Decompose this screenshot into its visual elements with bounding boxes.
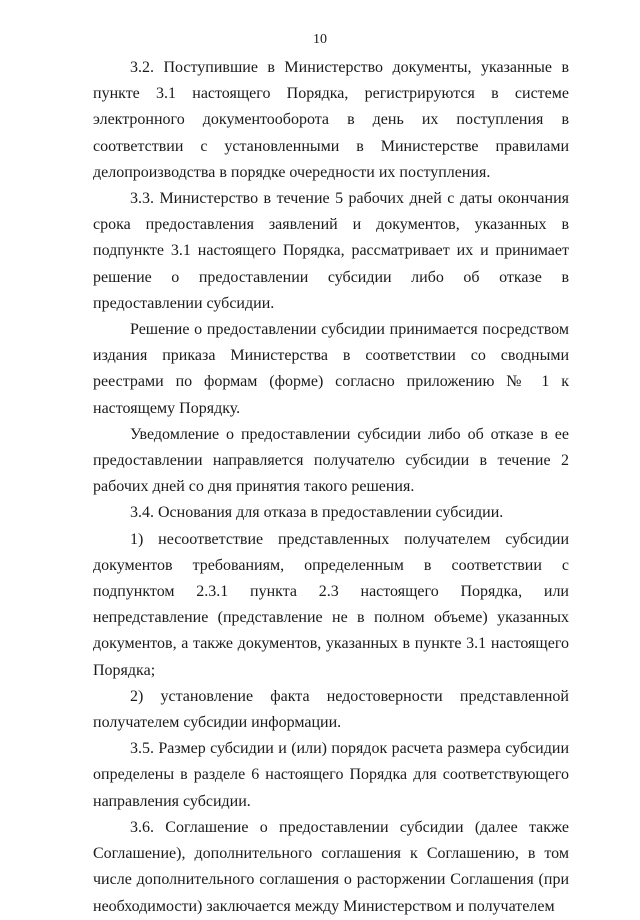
list-item-1: 1) несоответствие представленных получателем субсидии документов требованиям, определенным в соответствии с подпунктом 2.3.1 пункта 2.3 настоящего Порядка, или непредставление (представление не в полном объеме) указанных документов, а также документов, указанных в пункте 3.1 настоящего Порядка; (93, 530, 569, 679)
paragraph-3-4: 3.4. Основания для отказа в предоставлении субсидии. (130, 504, 504, 522)
paragraph-decision: Решение о предоставлении субсидии принимается посредством издания приказа Министерства в соответствии со сводными реестрами по формам (форме) согласно приложению № 1 к настоящему Порядку. (93, 321, 569, 417)
paragraph-notification: Уведомление о предоставлении субсидии либо об отказе в ее предоставлении направляется получателю субсидии в течение 2 рабочих дней со дня принятия такого решения. (93, 425, 569, 496)
paragraph-3-2: 3.2. Поступившие в Министерство документы, указанные в пункте 3.1 настоящего Порядка, регистрируются в системе электронного документооборота в день их поступления в соответствии с установленными в Министерстве правилами делопроизводства в порядке очередности их поступления. (93, 59, 569, 181)
paragraph-3-5: 3.5. Размер субсидии и (или) порядок расчета размера субсидии определены в разделе 6 настоящего Порядка для соответствующего направления субсидии. (93, 740, 569, 810)
paragraph-3-6: 3.6. Соглашение о предоставлении субсидии (далее также Соглашение), дополнительного соглашения к Соглашению, в том числе дополнительного соглашения о расторжении Соглашения (при необходимости) заключается между Министерством и получателем (93, 818, 569, 915)
document-body (93, 55, 569, 920)
list-item-2: 2) установление факта недостоверности представленной получателем субсидии информации. (93, 687, 569, 732)
page-number: 10 (313, 32, 327, 47)
paragraph-3-3: 3.3. Министерство в течение 5 рабочих дней с даты окончания срока предоставления заявлений и документов, указанных в подпункте 3.1 настоящего Порядка, рассматривает их и принимает решение о предоставлении субсидии либо об отказе в предоставлении субсидии. (93, 190, 569, 312)
